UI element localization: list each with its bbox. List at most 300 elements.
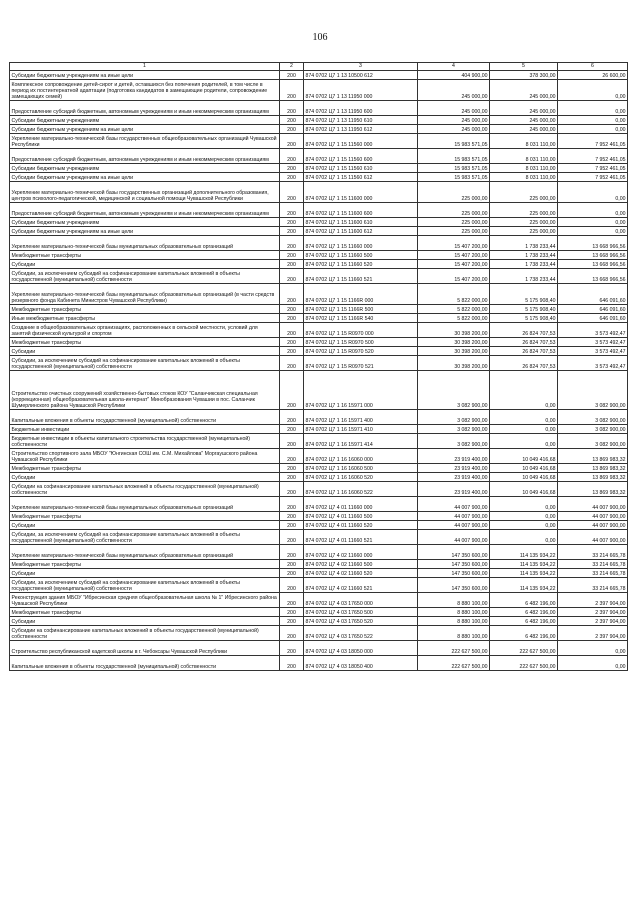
table-row bbox=[10, 464, 628, 473]
row-executed-amount: 245 000,00 bbox=[490, 101, 558, 116]
row-name: Укрепление материально-технической базы муниципальных образовательных организаций (в части средств резервного фонда Кабинета Министров Чувашской Республики) bbox=[10, 284, 280, 305]
row-name: Межбюджетные трансферты bbox=[10, 512, 280, 521]
row-approved-amount: 8 880 100,00 bbox=[418, 626, 490, 641]
row-executed-amount: 0,00 bbox=[490, 371, 558, 410]
row-approved-amount: 404 900,00 bbox=[418, 71, 490, 80]
row-executed-amount: 8 031 110,00 bbox=[490, 173, 558, 182]
row-executed-amount: 6 482 196,00 bbox=[490, 593, 558, 608]
row-name: Капитальные вложения в объекты государственной (муниципальной) собственности bbox=[10, 656, 280, 671]
row-approved-amount: 23 919 400,00 bbox=[418, 449, 490, 464]
row-name: Субсидии бюджетным учреждениям на иные цели bbox=[10, 71, 280, 80]
table-row bbox=[10, 530, 628, 545]
row-budget-code: 874 0702 Ц7 1 15 1166R 540 bbox=[304, 314, 418, 323]
row-remaining-amount: 646 091,60 bbox=[558, 314, 628, 323]
row-executed-amount: 26 824 707,53 bbox=[490, 323, 558, 338]
row-budget-code: 874 0702 Ц7 1 15 11600 600 bbox=[304, 203, 418, 218]
row-grbs-code: 200 bbox=[280, 656, 304, 671]
table-row bbox=[10, 149, 628, 164]
row-approved-amount: 44 007 900,00 bbox=[418, 521, 490, 530]
row-budget-code: 874 0702 Ц7 1 16 16060 000 bbox=[304, 449, 418, 464]
table-row bbox=[10, 80, 628, 101]
column-number-3: 3 bbox=[304, 63, 418, 71]
table-row bbox=[10, 173, 628, 182]
row-approved-amount: 225 000,00 bbox=[418, 227, 490, 236]
row-grbs-code: 200 bbox=[280, 464, 304, 473]
row-executed-amount: 0,00 bbox=[490, 521, 558, 530]
row-grbs-code: 200 bbox=[280, 203, 304, 218]
row-name: Предоставление субсидий бюджетным, автономным учреждениям и иным некоммерческим организациям bbox=[10, 203, 280, 218]
row-budget-code: 874 0702 Ц7 1 16 15971 410 bbox=[304, 425, 418, 434]
row-remaining-amount: 13 668 966,56 bbox=[558, 236, 628, 251]
column-number-2: 2 bbox=[280, 63, 304, 71]
row-grbs-code: 200 bbox=[280, 626, 304, 641]
row-name: Укрепление материально-технической базы государственных организаций дополнительного образования, центров психолого-педагогической, медицинской и социальной помощи Чувашской Республики bbox=[10, 182, 280, 203]
row-executed-amount: 0,00 bbox=[490, 434, 558, 449]
row-budget-code: 874 0702 Ц7 1 13 11950 610 bbox=[304, 116, 418, 125]
row-name: Субсидии bbox=[10, 521, 280, 530]
row-remaining-amount: 3 573 492,47 bbox=[558, 323, 628, 338]
row-budget-code: 874 0702 Ц7 4 02 11660 520 bbox=[304, 569, 418, 578]
row-name: Иные межбюджетные трансферты bbox=[10, 314, 280, 323]
row-budget-code: 874 0702 Ц7 1 16 15971 400 bbox=[304, 410, 418, 425]
row-approved-amount: 245 000,00 bbox=[418, 116, 490, 125]
row-budget-code: 874 0702 Ц7 1 15 1166R 000 bbox=[304, 284, 418, 305]
row-approved-amount: 3 082 900,00 bbox=[418, 410, 490, 425]
row-approved-amount: 222 627 500,00 bbox=[418, 641, 490, 656]
row-approved-amount: 8 880 100,00 bbox=[418, 608, 490, 617]
row-name: Укрепление материально-технической базы муниципальных образовательных организаций bbox=[10, 497, 280, 512]
row-grbs-code: 200 bbox=[280, 569, 304, 578]
table-row bbox=[10, 656, 628, 671]
row-budget-code: 874 0702 Ц7 1 16 16060 520 bbox=[304, 473, 418, 482]
row-budget-code: 874 0702 Ц7 4 01 11660 521 bbox=[304, 530, 418, 545]
row-name: Субсидии бюджетным учреждениям на иные цели bbox=[10, 125, 280, 134]
row-executed-amount: 225 000,00 bbox=[490, 218, 558, 227]
row-remaining-amount: 33 214 665,78 bbox=[558, 545, 628, 560]
row-remaining-amount: 0,00 bbox=[558, 656, 628, 671]
row-approved-amount: 225 000,00 bbox=[418, 203, 490, 218]
row-executed-amount: 1 738 233,44 bbox=[490, 251, 558, 260]
row-remaining-amount: 0,00 bbox=[558, 227, 628, 236]
row-approved-amount: 15 407 200,00 bbox=[418, 236, 490, 251]
row-executed-amount: 114 135 934,22 bbox=[490, 578, 558, 593]
table-row bbox=[10, 338, 628, 347]
row-executed-amount: 245 000,00 bbox=[490, 116, 558, 125]
row-executed-amount: 225 000,00 bbox=[490, 227, 558, 236]
row-remaining-amount: 44 007 900,00 bbox=[558, 530, 628, 545]
row-name: Субсидии бюджетным учреждениям bbox=[10, 218, 280, 227]
row-grbs-code: 200 bbox=[280, 641, 304, 656]
row-remaining-amount: 0,00 bbox=[558, 203, 628, 218]
row-grbs-code: 200 bbox=[280, 164, 304, 173]
table-row bbox=[10, 569, 628, 578]
row-approved-amount: 147 350 600,00 bbox=[418, 569, 490, 578]
table-row bbox=[10, 521, 628, 530]
row-grbs-code: 200 bbox=[280, 521, 304, 530]
row-name: Субсидии, за исключением субсидий на софинансирование капитальных вложений в объекты государственной (муниципальной) собственности bbox=[10, 356, 280, 371]
row-budget-code: 874 0702 Ц7 1 15 11560 600 bbox=[304, 149, 418, 164]
row-executed-amount: 5 175 908,40 bbox=[490, 305, 558, 314]
row-executed-amount: 245 000,00 bbox=[490, 125, 558, 134]
row-remaining-amount: 3 082 900,00 bbox=[558, 425, 628, 434]
row-remaining-amount: 0,00 bbox=[558, 218, 628, 227]
row-name: Межбюджетные трансферты bbox=[10, 560, 280, 569]
row-approved-amount: 30 398 200,00 bbox=[418, 323, 490, 338]
table-row bbox=[10, 617, 628, 626]
row-grbs-code: 200 bbox=[280, 347, 304, 356]
row-grbs-code: 200 bbox=[280, 323, 304, 338]
table-row bbox=[10, 125, 628, 134]
row-budget-code: 874 0702 Ц7 1 15 11660 000 bbox=[304, 236, 418, 251]
row-budget-code: 874 0702 Ц7 1 15 11660 520 bbox=[304, 260, 418, 269]
table-row bbox=[10, 434, 628, 449]
row-remaining-amount: 3 082 900,00 bbox=[558, 434, 628, 449]
row-executed-amount: 222 627 500,00 bbox=[490, 641, 558, 656]
table-row bbox=[10, 449, 628, 464]
row-budget-code: 874 0702 Ц7 1 16 16060 500 bbox=[304, 464, 418, 473]
row-grbs-code: 200 bbox=[280, 173, 304, 182]
row-remaining-amount: 13 869 983,32 bbox=[558, 473, 628, 482]
row-approved-amount: 15 407 200,00 bbox=[418, 251, 490, 260]
table-row bbox=[10, 182, 628, 203]
row-name: Предоставление субсидий бюджетным, автономным учреждениям и иным некоммерческим организациям bbox=[10, 101, 280, 116]
row-approved-amount: 5 822 000,00 bbox=[418, 284, 490, 305]
row-name: Межбюджетные трансферты bbox=[10, 251, 280, 260]
row-grbs-code: 200 bbox=[280, 227, 304, 236]
table-row bbox=[10, 116, 628, 125]
row-name: Субсидии на софинансирование капитальных вложений в объекты государственной (муниципальной) собственности bbox=[10, 626, 280, 641]
row-budget-code: 874 0702 Ц7 1 15 11600 610 bbox=[304, 218, 418, 227]
row-remaining-amount: 7 952 461,05 bbox=[558, 134, 628, 149]
row-executed-amount: 1 738 233,44 bbox=[490, 260, 558, 269]
row-approved-amount: 15 983 571,05 bbox=[418, 164, 490, 173]
row-approved-amount: 23 919 400,00 bbox=[418, 473, 490, 482]
table-row bbox=[10, 260, 628, 269]
row-budget-code: 874 0702 Ц7 4 02 11660 000 bbox=[304, 545, 418, 560]
row-budget-code: 874 0702 Ц7 1 15 11560 000 bbox=[304, 134, 418, 149]
row-approved-amount: 245 000,00 bbox=[418, 125, 490, 134]
row-name: Межбюджетные трансферты bbox=[10, 338, 280, 347]
row-remaining-amount: 33 214 665,78 bbox=[558, 578, 628, 593]
row-executed-amount: 10 049 416,68 bbox=[490, 482, 558, 497]
row-approved-amount: 15 983 571,05 bbox=[418, 134, 490, 149]
row-executed-amount: 0,00 bbox=[490, 530, 558, 545]
row-grbs-code: 200 bbox=[280, 512, 304, 521]
row-name: Межбюджетные трансферты bbox=[10, 608, 280, 617]
row-executed-amount: 10 049 416,68 bbox=[490, 464, 558, 473]
row-name: Строительство спортивного зала МБОУ "Юнгинская СОШ им. С.М. Михайлова" Моргаушского района Чувашской Республики bbox=[10, 449, 280, 464]
row-name: Субсидии бюджетным учреждениям bbox=[10, 116, 280, 125]
row-budget-code: 874 0702 Ц7 1 15 11660 500 bbox=[304, 251, 418, 260]
row-name: Укрепление материально-технической базы государственных общеобразовательных организаций Чувашской Республики bbox=[10, 134, 280, 149]
row-grbs-code: 200 bbox=[280, 218, 304, 227]
row-approved-amount: 147 350 600,00 bbox=[418, 560, 490, 569]
row-budget-code: 874 0702 Ц7 4 03 18050 000 bbox=[304, 641, 418, 656]
row-approved-amount: 3 082 900,00 bbox=[418, 434, 490, 449]
row-name: Субсидии, за исключением субсидий на софинансирование капитальных вложений в объекты государственной (муниципальной) собственности bbox=[10, 269, 280, 284]
table-row bbox=[10, 545, 628, 560]
row-executed-amount: 5 175 908,40 bbox=[490, 314, 558, 323]
row-grbs-code: 200 bbox=[280, 473, 304, 482]
row-grbs-code: 200 bbox=[280, 305, 304, 314]
row-grbs-code: 200 bbox=[280, 530, 304, 545]
row-executed-amount: 10 049 416,68 bbox=[490, 449, 558, 464]
row-grbs-code: 200 bbox=[280, 314, 304, 323]
row-budget-code: 874 0702 Ц7 1 13 11950 600 bbox=[304, 101, 418, 116]
row-approved-amount: 44 007 900,00 bbox=[418, 512, 490, 521]
row-approved-amount: 44 007 900,00 bbox=[418, 530, 490, 545]
row-budget-code: 874 0702 Ц7 1 15 R0970 520 bbox=[304, 347, 418, 356]
row-budget-code: 874 0702 Ц7 4 03 17650 520 bbox=[304, 617, 418, 626]
budget-table bbox=[9, 62, 628, 671]
table-row bbox=[10, 203, 628, 218]
row-name: Субсидии bbox=[10, 473, 280, 482]
row-grbs-code: 200 bbox=[280, 269, 304, 284]
row-approved-amount: 15 983 571,05 bbox=[418, 173, 490, 182]
row-approved-amount: 5 822 000,00 bbox=[418, 305, 490, 314]
row-remaining-amount: 0,00 bbox=[558, 116, 628, 125]
table-row bbox=[10, 560, 628, 569]
row-budget-code: 874 0702 Ц7 1 16 15971 414 bbox=[304, 434, 418, 449]
row-budget-code: 874 0702 Ц7 4 03 17650 000 bbox=[304, 593, 418, 608]
table-row bbox=[10, 218, 628, 227]
row-approved-amount: 30 398 200,00 bbox=[418, 338, 490, 347]
row-remaining-amount: 3 573 492,47 bbox=[558, 338, 628, 347]
row-approved-amount: 15 407 200,00 bbox=[418, 269, 490, 284]
row-grbs-code: 200 bbox=[280, 449, 304, 464]
table-row bbox=[10, 236, 628, 251]
row-remaining-amount: 3 082 900,00 bbox=[558, 410, 628, 425]
row-remaining-amount: 44 007 900,00 bbox=[558, 512, 628, 521]
row-name: Предоставление субсидий бюджетным, автономным учреждениям и иным некоммерческим организациям bbox=[10, 149, 280, 164]
page-number: 106 bbox=[312, 32, 328, 43]
row-grbs-code: 200 bbox=[280, 236, 304, 251]
table-row bbox=[10, 626, 628, 641]
row-remaining-amount: 3 573 492,47 bbox=[558, 347, 628, 356]
row-grbs-code: 200 bbox=[280, 497, 304, 512]
row-approved-amount: 147 350 600,00 bbox=[418, 545, 490, 560]
row-grbs-code: 200 bbox=[280, 149, 304, 164]
table-row bbox=[10, 101, 628, 116]
row-name: Строительство очистных сооружений хозяйственно-бытовых стоков КОУ "Саланчикская специальная (коррекционная) общеобразовательная школа-интернат" Минобразования Чувашии в пос. Саланчик Шумерлинского района Чувашской Республики bbox=[10, 371, 280, 410]
row-approved-amount: 15 983 571,05 bbox=[418, 149, 490, 164]
row-approved-amount: 44 007 900,00 bbox=[418, 497, 490, 512]
row-executed-amount: 245 000,00 bbox=[490, 80, 558, 101]
row-name: Реконструкция здания МБОУ "Ибресинская средняя общеобразовательная школа № 1" Ибресинского района Чувашской Республики bbox=[10, 593, 280, 608]
row-name: Строительство республиканской кадетской школы в г. Чебоксары Чувашской Республики bbox=[10, 641, 280, 656]
row-executed-amount: 6 482 196,00 bbox=[490, 617, 558, 626]
row-name: Межбюджетные трансферты bbox=[10, 464, 280, 473]
column-number-4: 4 bbox=[418, 63, 490, 71]
row-executed-amount: 0,00 bbox=[490, 410, 558, 425]
row-approved-amount: 225 000,00 bbox=[418, 218, 490, 227]
row-grbs-code: 200 bbox=[280, 356, 304, 371]
table-row bbox=[10, 512, 628, 521]
row-approved-amount: 23 919 400,00 bbox=[418, 482, 490, 497]
row-remaining-amount: 7 952 461,05 bbox=[558, 173, 628, 182]
row-name: Субсидии бюджетным учреждениям bbox=[10, 164, 280, 173]
row-executed-amount: 225 000,00 bbox=[490, 203, 558, 218]
row-approved-amount: 3 082 900,00 bbox=[418, 425, 490, 434]
row-grbs-code: 200 bbox=[280, 284, 304, 305]
row-approved-amount: 8 880 100,00 bbox=[418, 617, 490, 626]
table-row bbox=[10, 269, 628, 284]
table-row bbox=[10, 71, 628, 80]
row-name: Укрепление материально-технической базы муниципальных образовательных организаций bbox=[10, 545, 280, 560]
row-executed-amount: 225 000,00 bbox=[490, 182, 558, 203]
row-budget-code: 874 0702 Ц7 1 15 11600 612 bbox=[304, 227, 418, 236]
row-name: Субсидии на софинансирование капитальных вложений в объекты государственной (муниципальной) собственности bbox=[10, 482, 280, 497]
row-remaining-amount: 33 214 665,78 bbox=[558, 569, 628, 578]
table-row bbox=[10, 164, 628, 173]
table-row bbox=[10, 251, 628, 260]
table-row bbox=[10, 356, 628, 371]
row-remaining-amount: 7 952 461,05 bbox=[558, 149, 628, 164]
row-grbs-code: 200 bbox=[280, 434, 304, 449]
row-remaining-amount: 33 214 665,78 bbox=[558, 560, 628, 569]
row-remaining-amount: 3 082 900,00 bbox=[558, 371, 628, 410]
row-budget-code: 874 0702 Ц7 4 02 11660 500 bbox=[304, 560, 418, 569]
table-row bbox=[10, 347, 628, 356]
row-budget-code: 874 0702 Ц7 1 16 15971 000 bbox=[304, 371, 418, 410]
row-remaining-amount: 0,00 bbox=[558, 641, 628, 656]
row-executed-amount: 0,00 bbox=[490, 512, 558, 521]
row-remaining-amount: 2 397 904,00 bbox=[558, 593, 628, 608]
row-grbs-code: 200 bbox=[280, 560, 304, 569]
row-grbs-code: 200 bbox=[280, 134, 304, 149]
table-row bbox=[10, 305, 628, 314]
row-approved-amount: 23 919 400,00 bbox=[418, 464, 490, 473]
row-grbs-code: 200 bbox=[280, 101, 304, 116]
row-approved-amount: 245 000,00 bbox=[418, 80, 490, 101]
row-name: Субсидии, за исключением субсидий на софинансирование капитальных вложений в объекты государственной (муниципальной) собственности bbox=[10, 530, 280, 545]
row-executed-amount: 114 135 934,22 bbox=[490, 569, 558, 578]
row-budget-code: 874 0702 Ц7 1 15 11600 000 bbox=[304, 182, 418, 203]
row-executed-amount: 114 135 934,22 bbox=[490, 560, 558, 569]
row-approved-amount: 30 398 200,00 bbox=[418, 347, 490, 356]
row-budget-code: 874 0702 Ц7 1 15 11560 610 bbox=[304, 164, 418, 173]
row-remaining-amount: 0,00 bbox=[558, 80, 628, 101]
column-number-5: 5 bbox=[490, 63, 558, 71]
row-grbs-code: 200 bbox=[280, 80, 304, 101]
table-row bbox=[10, 641, 628, 656]
row-grbs-code: 200 bbox=[280, 182, 304, 203]
row-budget-code: 874 0702 Ц7 4 01 11660 520 bbox=[304, 521, 418, 530]
row-remaining-amount: 26 600,00 bbox=[558, 71, 628, 80]
row-executed-amount: 10 049 416,68 bbox=[490, 473, 558, 482]
row-remaining-amount: 13 869 983,32 bbox=[558, 464, 628, 473]
table-row bbox=[10, 425, 628, 434]
row-approved-amount: 245 000,00 bbox=[418, 101, 490, 116]
table-row bbox=[10, 371, 628, 410]
budget-table-body bbox=[10, 63, 628, 671]
row-budget-code: 874 0702 Ц7 4 03 17650 500 bbox=[304, 608, 418, 617]
row-name: Субсидии бюджетным учреждениям на иные цели bbox=[10, 173, 280, 182]
row-grbs-code: 200 bbox=[280, 482, 304, 497]
row-budget-code: 874 0702 Ц7 1 15 R0970 521 bbox=[304, 356, 418, 371]
row-name: Комплексное сопровождение детей-сирот и детей, оставшихся без попечения родителей, в том числе в период их постинтернатной адаптации (подготовка кандидатов в замещающие родители, сопровождение замещающих семей) bbox=[10, 80, 280, 101]
row-approved-amount: 147 350 600,00 bbox=[418, 578, 490, 593]
row-executed-amount: 1 738 233,44 bbox=[490, 269, 558, 284]
row-remaining-amount: 3 573 492,47 bbox=[558, 356, 628, 371]
row-budget-code: 874 0702 Ц7 4 03 18050 400 bbox=[304, 656, 418, 671]
row-name: Капитальные вложения в объекты государственной (муниципальной) собственности bbox=[10, 410, 280, 425]
row-name: Субсидии, за исключением субсидий на софинансирование капитальных вложений в объекты государственной (муниципальной) собственности bbox=[10, 578, 280, 593]
row-budget-code: 874 0702 Ц7 1 13 10500 612 bbox=[304, 71, 418, 80]
row-executed-amount: 0,00 bbox=[490, 497, 558, 512]
row-executed-amount: 1 738 233,44 bbox=[490, 236, 558, 251]
row-name: Субсидии bbox=[10, 569, 280, 578]
column-number-row bbox=[10, 63, 628, 71]
row-remaining-amount: 0,00 bbox=[558, 101, 628, 116]
row-approved-amount: 30 398 200,00 bbox=[418, 356, 490, 371]
row-executed-amount: 26 824 707,53 bbox=[490, 338, 558, 347]
row-remaining-amount: 44 007 900,00 bbox=[558, 497, 628, 512]
row-budget-code: 874 0702 Ц7 1 13 11950 612 bbox=[304, 125, 418, 134]
table-row bbox=[10, 482, 628, 497]
row-remaining-amount: 13 668 966,56 bbox=[558, 251, 628, 260]
row-remaining-amount: 2 397 904,00 bbox=[558, 617, 628, 626]
row-approved-amount: 15 407 200,00 bbox=[418, 260, 490, 269]
row-grbs-code: 200 bbox=[280, 545, 304, 560]
row-grbs-code: 200 bbox=[280, 338, 304, 347]
row-grbs-code: 200 bbox=[280, 125, 304, 134]
row-grbs-code: 200 bbox=[280, 116, 304, 125]
row-remaining-amount: 13 668 966,56 bbox=[558, 269, 628, 284]
row-name: Бюджетные инвестиции bbox=[10, 425, 280, 434]
row-grbs-code: 200 bbox=[280, 251, 304, 260]
row-grbs-code: 200 bbox=[280, 425, 304, 434]
row-approved-amount: 3 082 900,00 bbox=[418, 371, 490, 410]
table-row bbox=[10, 323, 628, 338]
table-row bbox=[10, 410, 628, 425]
row-name: Укрепление материально-технической базы муниципальных образовательных организаций bbox=[10, 236, 280, 251]
row-budget-code: 874 0702 Ц7 1 15 11560 612 bbox=[304, 173, 418, 182]
row-budget-code: 874 0702 Ц7 4 02 11660 521 bbox=[304, 578, 418, 593]
row-remaining-amount: 44 007 900,00 bbox=[558, 521, 628, 530]
row-executed-amount: 8 031 110,00 bbox=[490, 149, 558, 164]
table-row bbox=[10, 284, 628, 305]
row-grbs-code: 200 bbox=[280, 617, 304, 626]
table-row bbox=[10, 227, 628, 236]
table-row bbox=[10, 608, 628, 617]
row-remaining-amount: 0,00 bbox=[558, 125, 628, 134]
row-budget-code: 874 0702 Ц7 1 15 R0970 500 bbox=[304, 338, 418, 347]
table-row bbox=[10, 314, 628, 323]
column-number-6: 6 bbox=[558, 63, 628, 71]
row-executed-amount: 6 482 196,00 bbox=[490, 608, 558, 617]
table-row bbox=[10, 578, 628, 593]
row-budget-code: 874 0702 Ц7 4 03 17650 522 bbox=[304, 626, 418, 641]
row-remaining-amount: 13 869 983,32 bbox=[558, 482, 628, 497]
row-name: Создание в общеобразовательных организациях, расположенных в сельской местности, условий для занятий физической культурой и спортом bbox=[10, 323, 280, 338]
row-executed-amount: 114 135 934,22 bbox=[490, 545, 558, 560]
row-remaining-amount: 646 091,60 bbox=[558, 305, 628, 314]
row-grbs-code: 200 bbox=[280, 608, 304, 617]
row-executed-amount: 6 482 196,00 bbox=[490, 626, 558, 641]
row-budget-code: 874 0702 Ц7 1 15 11660 521 bbox=[304, 269, 418, 284]
row-grbs-code: 200 bbox=[280, 410, 304, 425]
row-name: Межбюджетные трансферты bbox=[10, 305, 280, 314]
row-name: Субсидии bbox=[10, 347, 280, 356]
row-grbs-code: 200 bbox=[280, 260, 304, 269]
row-budget-code: 874 0702 Ц7 1 15 R0970 000 bbox=[304, 323, 418, 338]
row-remaining-amount: 646 091,60 bbox=[558, 284, 628, 305]
row-executed-amount: 5 175 908,40 bbox=[490, 284, 558, 305]
row-executed-amount: 8 031 110,00 bbox=[490, 134, 558, 149]
row-budget-code: 874 0702 Ц7 1 13 11950 000 bbox=[304, 80, 418, 101]
row-approved-amount: 5 822 000,00 bbox=[418, 314, 490, 323]
